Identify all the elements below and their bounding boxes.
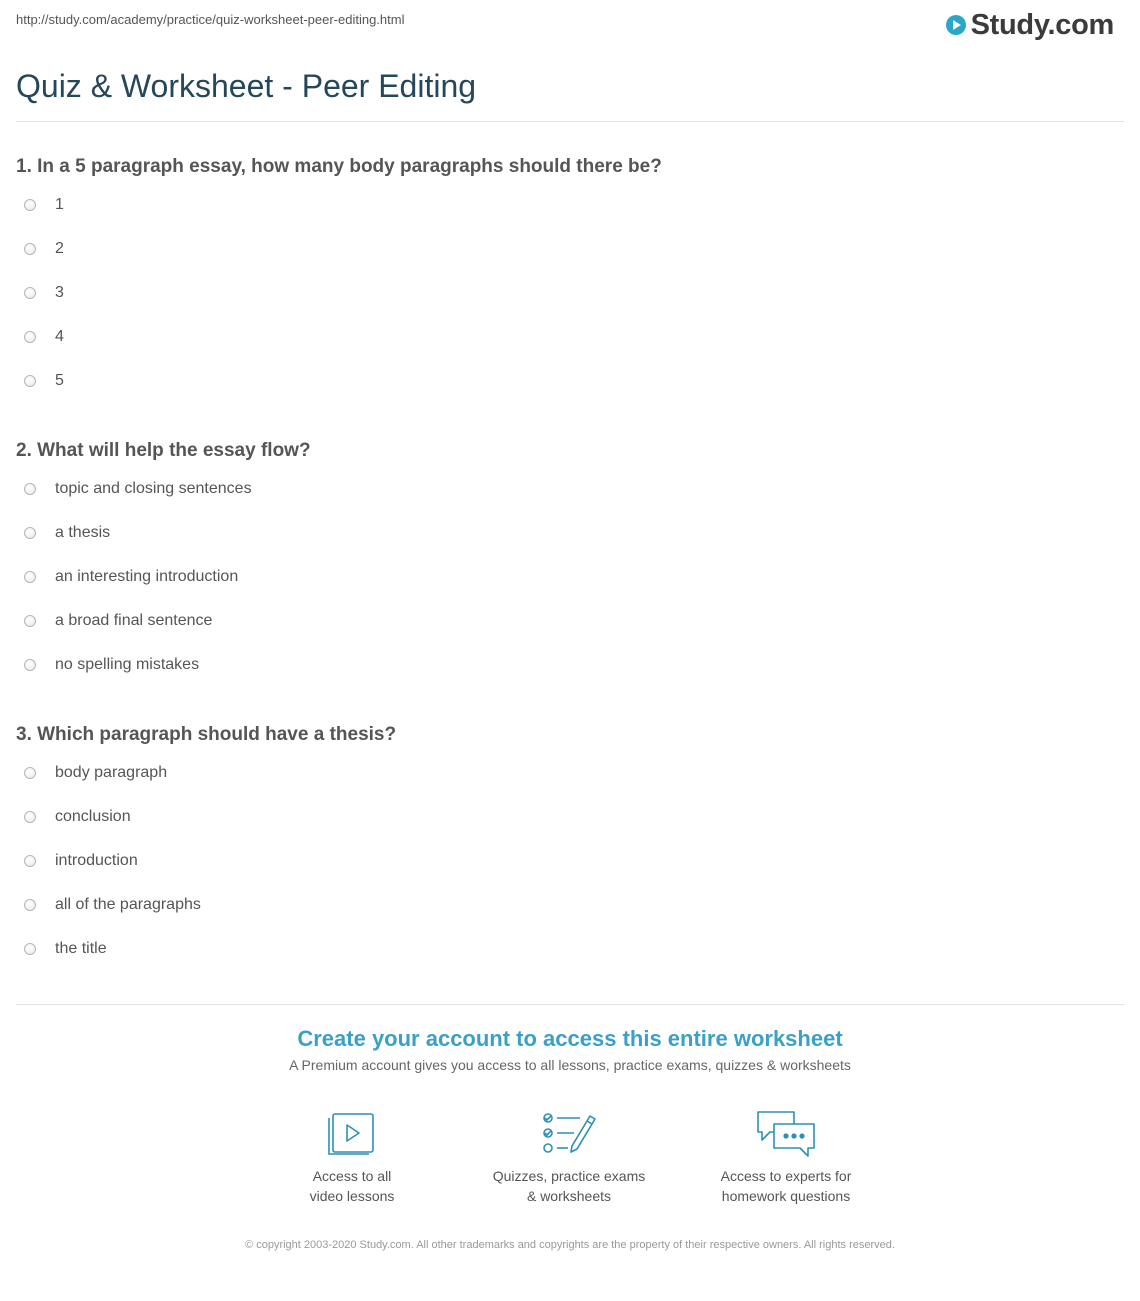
answer-option[interactable] — [16, 478, 1116, 522]
answer-option[interactable] — [16, 566, 1116, 610]
page-url: http://study.com/academy/practice/quiz-worksheet-peer-editing.html — [16, 12, 405, 27]
radio-button[interactable] — [24, 615, 36, 627]
answer-label: body paragraph — [55, 764, 168, 781]
feature-experts — [686, 1108, 886, 1206]
answer-option[interactable] — [16, 194, 1116, 238]
radio-button[interactable] — [24, 375, 36, 387]
answer-label: 5 — [55, 372, 64, 389]
answer-label: 4 — [55, 328, 64, 345]
answer-option[interactable] — [16, 806, 1116, 850]
answer-option[interactable] — [16, 938, 1116, 982]
radio-button[interactable] — [24, 811, 36, 823]
answer-option[interactable] — [16, 894, 1116, 938]
answer-option[interactable] — [16, 654, 1116, 698]
radio-button[interactable] — [24, 199, 36, 211]
radio-button[interactable] — [24, 943, 36, 955]
answer-label: a broad final sentence — [55, 612, 213, 629]
feature-line-1: Access to experts for — [720, 1168, 852, 1184]
question-3 — [16, 720, 1116, 982]
feature-line-2: video lessons — [309, 1188, 395, 1204]
answer-option[interactable] — [16, 762, 1116, 806]
question-text: 2. What will help the essay flow? — [16, 440, 311, 461]
radio-button[interactable] — [24, 331, 36, 343]
answer-option[interactable] — [16, 522, 1116, 566]
play-logo-icon — [945, 14, 967, 36]
answer-label: 2 — [55, 240, 64, 257]
feature-line-1: Quizzes, practice exams — [492, 1168, 646, 1184]
quiz-checklist-icon — [540, 1108, 598, 1158]
answer-option[interactable] — [16, 282, 1116, 326]
radio-button[interactable] — [24, 899, 36, 911]
feature-line-2: & worksheets — [526, 1188, 612, 1204]
answer-label: conclusion — [55, 808, 131, 825]
answer-label: all of the paragraphs — [55, 896, 201, 913]
answer-label: introduction — [55, 852, 138, 869]
question-2 — [16, 436, 1116, 698]
answer-label: 1 — [55, 196, 64, 213]
radio-button[interactable] — [24, 767, 36, 779]
question-1 — [16, 152, 1116, 414]
create-account-link[interactable]: Create your account to access this entire worksheet — [297, 1026, 843, 1051]
radio-button[interactable] — [24, 659, 36, 671]
chat-bubbles-icon — [754, 1108, 818, 1158]
radio-button[interactable] — [24, 571, 36, 583]
feature-line-1: Access to all — [312, 1168, 392, 1184]
radio-button[interactable] — [24, 483, 36, 495]
question-text: 1. In a 5 paragraph essay, how many body paragraphs should there be? — [16, 156, 662, 177]
title-divider — [16, 121, 1124, 122]
answer-label: topic and closing sentences — [55, 480, 252, 497]
answer-option[interactable] — [16, 850, 1116, 894]
answer-options — [16, 762, 1116, 982]
answer-option[interactable] — [16, 610, 1116, 654]
feature-quizzes — [469, 1108, 669, 1206]
answer-options — [16, 478, 1116, 698]
answer-option[interactable] — [16, 238, 1116, 282]
question-text: 3. Which paragraph should have a thesis? — [16, 724, 397, 745]
answer-options — [16, 194, 1116, 414]
feature-line-2: homework questions — [721, 1188, 851, 1204]
answer-option[interactable] — [16, 370, 1116, 414]
radio-button[interactable] — [24, 855, 36, 867]
answer-label: no spelling mistakes — [55, 656, 200, 673]
copyright-notice: © copyright 2003-2020 Study.com. All other trademarks and copyrights are the property of their respective owners. All rights reserved. — [245, 1239, 895, 1251]
study-com-logo[interactable] — [945, 8, 1114, 42]
radio-button[interactable] — [24, 527, 36, 539]
answer-label: an interesting introduction — [55, 568, 239, 585]
answer-label: the title — [55, 940, 107, 957]
video-lesson-icon — [325, 1108, 379, 1158]
radio-button[interactable] — [24, 287, 36, 299]
logo-text: Study.com — [970, 8, 1114, 41]
radio-button[interactable] — [24, 243, 36, 255]
feature-video-lessons — [252, 1108, 452, 1206]
page-title: Quiz & Worksheet - Peer Editing — [16, 68, 477, 104]
answer-option[interactable] — [16, 326, 1116, 370]
answer-label: 3 — [55, 284, 64, 301]
answer-label: a thesis — [55, 524, 111, 541]
cta-subtitle: A Premium account gives you access to all lessons, practice exams, quizzes & worksheets — [289, 1057, 851, 1073]
cta-divider — [16, 1004, 1124, 1005]
